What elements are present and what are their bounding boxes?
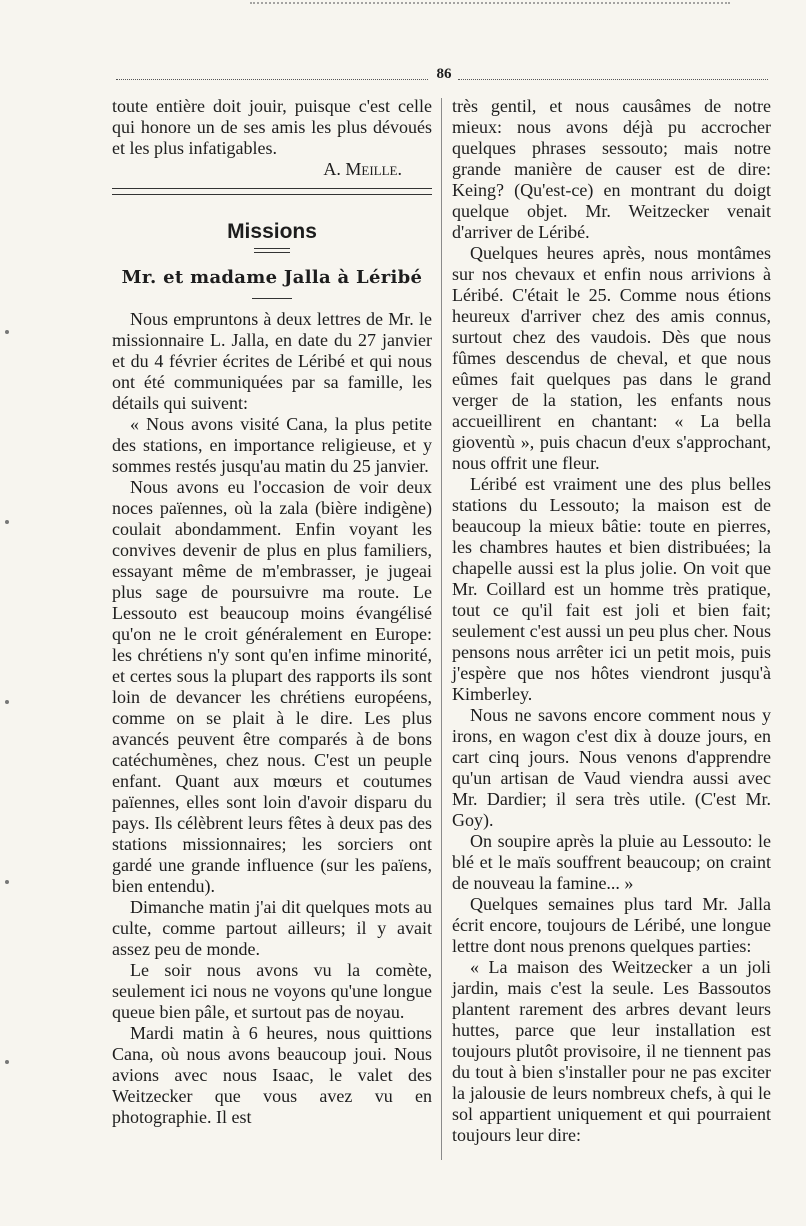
- paragraph: « Nous avons visité Cana, la plus petite des stations, en importance religieuse, et y sommes restés jusqu'au matin du 25 janvier.: [112, 414, 432, 476]
- paragraph: Mardi matin à 6 heures, nous quittions Cana, où nous avons beaucoup joui. Nous avions avec nous Isaac, le valet des Weitzecker que vous avez vu en photographie. Il est: [112, 1023, 432, 1127]
- paragraph: On soupire après la pluie au Lessouto: le blé et le maïs souffrent beaucoup; on craint de nouveau la famine... »: [452, 831, 771, 893]
- paragraph: Le soir nous avons vu la comète, seulement ici nous ne voyons qu'une longue queue bien pâle, et surtout pas de noyau.: [112, 960, 432, 1022]
- title-rule: [254, 248, 290, 253]
- scan-artifact: [250, 2, 730, 10]
- paragraph: Quelques heures après, nous montâmes sur nos chevaux et enfin nous arrivions à Léribé. C'était le 25. Comme nous étions heureux d'arriver chez des amis connus, surtout chez des vaudois. Dès que nous fûmes descendus de cheval, et que nous eûmes fait quelques pas dans le grand verger de la station, les enfants nous accueillirent en chantant: « La bella gioventù », puis chacun d'eux s'approchant, nous offrit une fleur.: [452, 243, 771, 473]
- paragraph: Nous empruntons à deux lettres de Mr. le missionnaire L. Jalla, en date du 27 janvier et du 4 février écrites de Léribé et qui nous ont été communiquées par sa famille, les détails qui suivent:: [112, 309, 432, 413]
- header-rule-right: [458, 79, 768, 80]
- article-title: Mr. et madame Jalla à Léribé: [121, 267, 423, 288]
- paragraph: Léribé est vraiment une des plus belles stations du Lessouto; la maison est de beaucoup la mieux bâtie: toute en pierres, les chambres hautes et bien distribuées; la chapelle aussi est la plus jolie. On voit que Mr. Coillard est un homme très pratique, tout ce qu'il fait est joli et bien fait; seulement c'est aussi un peu plus cher. Nous pensons nous arrêter ici un petit mois, puis j'espère que nos hôtes viendront jusqu'à Kimberley.: [452, 474, 771, 704]
- paragraph: Nous avons eu l'occasion de voir deux noces païennes, où la zala (bière indigène) coulait abondamment. Enfin voyant les convives devenir de plus en plus familiers, essayant même de m'embrasser, je jugeai plus sage de poursuivre ma route. Le Lessouto est beaucoup moins évangélisé qu'on ne le croit généralement en Europe: les chrétiens n'y sont qu'en infime minorité, et certes sous la plupart des rapports ils sont loin de devancer les chrétiens européens, comme on se plait à le dire. Les plus avancés peuvent être comparés à de bons catéchumènes, chez nous. C'est un peuple enfant. Quant aux mœurs et coutumes païennes, elles sont loin d'avoir disparu du pays. Ils célèbrent leurs fêtes à deux pas des stations missionnaires; les sorciers ont gardé une grande influence (sur les païens, bien entendu).: [112, 477, 432, 896]
- section-separator: [112, 188, 432, 195]
- paragraph: très gentil, et nous causâmes de notre mieux: nous avons déjà pu accrocher quelques phrases sessouto; mais notre grande manière de causer est de dire: Keing? (Qu'est-ce) en montrant du doigt quelque objet. Mr. Weitzecker venait d'arriver de Léribé.: [452, 96, 771, 242]
- left-column: [112, 96, 432, 1128]
- paragraph: « La maison des Weitzecker a un joli jardin, mais c'est la seule. Les Bassoutos plantent rarement des arbres devant leurs huttes, parce que leur installation est toujours plutôt provisoire, il ne tiennent pas du tout à bien s'installer pour ne pas exciter la jalousie de leurs nombreux chefs, à qui le sol appartient uniquement et qui pourraient toujours leur dire:: [452, 957, 771, 1145]
- section-title: Missions: [227, 220, 317, 243]
- right-column: [452, 96, 771, 1146]
- column-divider: [441, 98, 442, 1160]
- page-header: [112, 64, 772, 92]
- binding-edge: [0, 0, 14, 1226]
- paragraph: Quelques semaines plus tard Mr. Jalla écrit encore, toujours de Léribé, une longue lettre dont nous prenons quelques parties:: [452, 894, 771, 956]
- header-rule-left: [116, 79, 428, 80]
- continued-paragraph: toute entière doit jouir, puisque c'est celle qui honore un de ses amis les plus dévoués et les plus infatigables.: [112, 96, 432, 158]
- signature: A. Meille.: [323, 159, 402, 179]
- subtitle-rule: [252, 298, 292, 299]
- paragraph: Dimanche matin j'ai dit quelques mots au culte, comme partout ailleurs; il y avait assez peu de monde.: [112, 897, 432, 959]
- paragraph: Nous ne savons encore comment nous y irons, en wagon c'est dix à douze jours, en cart cinq jours. Nous venons d'apprendre qu'un artisan de Vaud viendra aussi avec Mr. Dardier; il sera très utile. (C'est Mr. Goy).: [452, 705, 771, 830]
- page-number: 86: [436, 66, 452, 82]
